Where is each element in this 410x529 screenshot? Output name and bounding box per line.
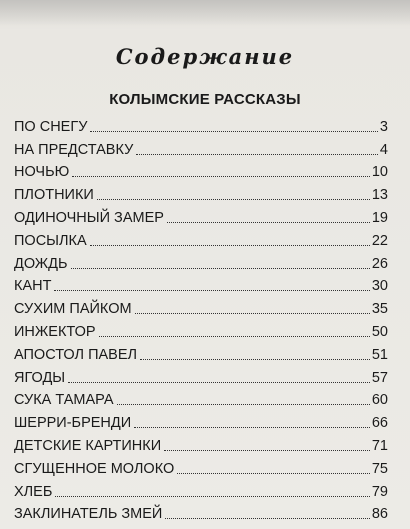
toc-entry-title: СУХИМ ПАЙКОМ <box>14 301 132 318</box>
toc-entry-page: 50 <box>371 323 388 340</box>
toc-entry-page: 66 <box>371 415 388 432</box>
toc-entry-page: 10 <box>371 164 388 181</box>
toc-entry <box>14 181 388 204</box>
toc-leader-dots <box>167 222 370 223</box>
toc-entry <box>14 455 388 478</box>
toc-entry <box>14 409 388 432</box>
toc-entry-title: ДОЖДЬ <box>14 255 68 272</box>
toc-entry-title: НОЧЬЮ <box>14 164 70 181</box>
toc-leader-dots <box>117 404 370 405</box>
toc-entry-title: ПО СНЕГУ <box>14 118 88 135</box>
toc-entry-title: ИНЖЕКТОР <box>14 323 96 340</box>
toc-leader-dots <box>177 473 370 474</box>
toc-entry-title: ХЛЕБ <box>14 483 53 500</box>
toc-entry <box>14 318 388 341</box>
toc-entry-title: ШЕРРИ-БРЕНДИ <box>14 415 132 432</box>
toc-entry-title: ЗАКЛИНАТЕЛЬ ЗМЕЙ <box>14 506 163 523</box>
toc-entry-title: ДЕТСКИЕ КАРТИНКИ <box>14 437 162 454</box>
toc-entry-title: НА ПРЕДСТАВКУ <box>14 141 134 158</box>
toc-entry-title: ПОСЫЛКА <box>14 232 87 249</box>
toc-entry-page: 26 <box>371 255 388 272</box>
toc-entry <box>14 432 388 455</box>
toc-leader-dots <box>140 359 370 360</box>
toc-leader-dots <box>71 268 370 269</box>
toc-entry <box>14 136 388 159</box>
toc-entry <box>14 250 388 273</box>
toc-entry <box>14 113 388 136</box>
toc-entry <box>14 341 388 364</box>
toc-leader-dots <box>54 290 369 291</box>
toc-entry-page: 75 <box>371 460 388 477</box>
toc-entry-page: 22 <box>371 232 388 249</box>
table-of-contents <box>14 113 388 523</box>
toc-leader-dots <box>134 427 370 428</box>
toc-entry-page: 13 <box>371 187 388 204</box>
toc-entry <box>14 159 388 182</box>
toc-leader-dots <box>136 154 378 155</box>
toc-leader-dots <box>165 518 370 519</box>
toc-entry-page: 30 <box>371 278 388 295</box>
toc-entry <box>14 204 388 227</box>
toc-entry-page: 79 <box>371 483 388 500</box>
toc-leader-dots <box>90 245 370 246</box>
toc-leader-dots <box>164 450 370 451</box>
page-title: Содержание <box>115 44 295 69</box>
toc-entry <box>14 295 388 318</box>
toc-entry-title: СГУЩЕННОЕ МОЛОКО <box>14 460 175 477</box>
toc-leader-dots <box>97 199 370 200</box>
toc-entry-page: 19 <box>371 209 388 226</box>
toc-entry-page: 86 <box>371 506 388 523</box>
toc-entry <box>14 478 388 501</box>
toc-leader-dots <box>72 176 370 177</box>
toc-entry-page: 71 <box>371 437 388 454</box>
toc-entry <box>14 227 388 250</box>
toc-entry-page: 57 <box>371 369 388 386</box>
toc-leader-dots <box>68 382 370 383</box>
toc-entry-title: СУКА ТАМАРА <box>14 392 114 409</box>
toc-leader-dots <box>90 131 378 132</box>
toc-entry-page: 3 <box>379 118 388 135</box>
toc-leader-dots <box>99 336 370 337</box>
toc-entry-title: ЯГОДЫ <box>14 369 66 386</box>
toc-entry-title: КАНТ <box>14 278 52 295</box>
previous-page-bleed <box>0 0 410 26</box>
toc-leader-dots <box>55 496 369 497</box>
toc-leader-dots <box>135 313 370 314</box>
toc-entry-page: 4 <box>379 141 388 158</box>
toc-entry-title: ПЛОТНИКИ <box>14 187 94 204</box>
toc-entry <box>14 501 388 524</box>
toc-entry-title: АПОСТОЛ ПАВЕЛ <box>14 346 138 363</box>
toc-entry-page: 35 <box>371 301 388 318</box>
toc-entry-title: ОДИНОЧНЫЙ ЗАМЕР <box>14 209 164 226</box>
toc-entry <box>14 387 388 410</box>
toc-entry <box>14 273 388 296</box>
toc-entry-page: 51 <box>371 346 388 363</box>
toc-entry <box>14 364 388 387</box>
toc-entry-page: 60 <box>371 392 388 409</box>
section-title: КОЛЫМСКИЕ РАССКАЗЫ <box>109 91 301 108</box>
